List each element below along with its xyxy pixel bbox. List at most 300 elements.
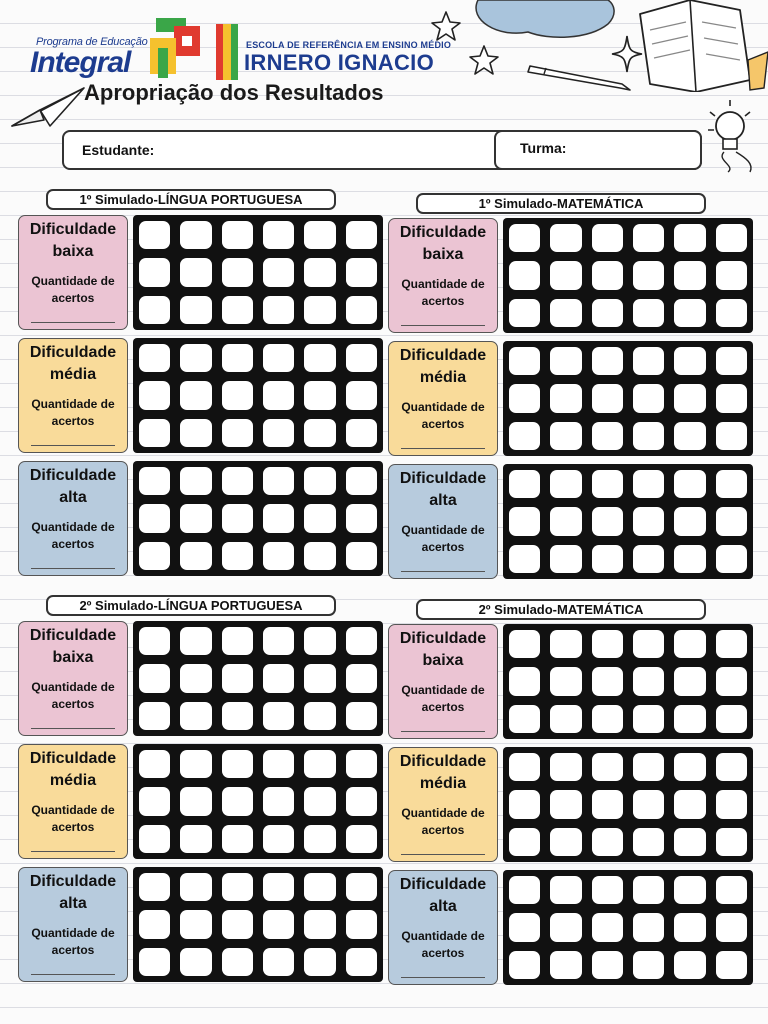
difficulty-level: média [419,775,467,792]
answer-grid [503,747,753,862]
answer-cell[interactable] [176,698,215,734]
answer-cell[interactable] [505,504,544,540]
quantity-answer-line[interactable] [401,977,485,978]
answer-grid [503,624,753,739]
answer-cell[interactable] [135,869,174,905]
answer-cell[interactable] [259,255,298,291]
answer-cell[interactable] [546,220,585,256]
answer-cell[interactable] [588,418,627,454]
quantity-label: Quantidade de [31,803,115,817]
quantity-answer-line[interactable] [401,731,485,732]
answer-cell[interactable] [135,463,174,499]
answer-cell[interactable] [670,504,709,540]
difficulty-level: alta [429,492,457,509]
answer-cell[interactable] [218,623,257,659]
answer-cell[interactable] [218,378,257,414]
answer-cell[interactable] [300,217,339,253]
answer-cell[interactable] [135,784,174,820]
answer-cell[interactable] [259,661,298,697]
answer-cell[interactable] [342,869,381,905]
answer-cell[interactable] [670,787,709,823]
answer-cell[interactable] [259,746,298,782]
quantity-label-2: acertos [421,294,465,308]
answer-cell[interactable] [259,698,298,734]
answer-cell[interactable] [588,749,627,785]
answer-cell[interactable] [300,292,339,328]
answer-cell[interactable] [135,698,174,734]
answer-cell[interactable] [712,824,751,860]
answer-cell[interactable] [218,784,257,820]
answer-cell[interactable] [588,872,627,908]
answer-cell[interactable] [670,824,709,860]
answer-cell[interactable] [300,907,339,943]
answer-cell[interactable] [300,415,339,451]
answer-cell[interactable] [135,340,174,376]
quantity-label: Quantidade de [401,523,485,537]
difficulty-title: Dificuldade [399,470,487,487]
answer-cell[interactable] [588,626,627,662]
answer-cell[interactable] [505,947,544,983]
answer-grid [133,744,383,859]
answer-cell[interactable] [712,258,751,294]
answer-cell[interactable] [342,255,381,291]
answer-cell[interactable] [629,947,668,983]
answer-cell[interactable] [135,907,174,943]
answer-cell[interactable] [670,258,709,294]
answer-cell[interactable] [300,378,339,414]
answer-cell[interactable] [259,463,298,499]
answer-cell[interactable] [546,258,585,294]
difficulty-level: média [49,366,97,383]
answer-cell[interactable] [505,381,544,417]
answer-cell[interactable] [259,623,298,659]
school-subtitle: ESCOLA DE REFERÊNCIA EM ENSINO MÉDIO [246,40,452,50]
answer-cell[interactable] [588,910,627,946]
difficulty-title: Dificuldade [29,873,117,890]
answer-cell[interactable] [342,661,381,697]
answer-grid [503,218,753,333]
quantity-label: Quantidade de [401,683,485,697]
answer-cell[interactable] [546,749,585,785]
quantity-label: Quantidade de [31,397,115,411]
answer-cell[interactable] [259,378,298,414]
quantity-label-2: acertos [51,697,95,711]
answer-cell[interactable] [505,541,544,577]
answer-cell[interactable] [176,255,215,291]
answer-cell[interactable] [670,295,709,331]
answer-cell[interactable] [670,466,709,502]
answer-cell[interactable] [670,418,709,454]
answer-cell[interactable] [218,746,257,782]
answer-cell[interactable] [218,415,257,451]
school-name: IRNERO IGNACIO [244,50,434,75]
answer-cell[interactable] [712,295,751,331]
answer-grid [503,341,753,456]
difficulty-level: média [49,772,97,789]
quantity-answer-line[interactable] [401,448,485,449]
answer-cell[interactable] [135,292,174,328]
answer-cell[interactable] [259,907,298,943]
answer-cell[interactable] [342,821,381,857]
answer-cell[interactable] [135,501,174,537]
answer-cell[interactable] [588,381,627,417]
answer-cell[interactable] [300,463,339,499]
answer-cell[interactable] [342,463,381,499]
answer-cell[interactable] [300,623,339,659]
answer-cell[interactable] [176,292,215,328]
answer-cell[interactable] [629,220,668,256]
answer-cell[interactable] [135,538,174,574]
answer-cell[interactable] [505,664,544,700]
answer-cell[interactable] [218,907,257,943]
answer-cell[interactable] [546,381,585,417]
answer-cell[interactable] [300,661,339,697]
answer-cell[interactable] [300,698,339,734]
answer-cell[interactable] [588,664,627,700]
answer-cell[interactable] [588,701,627,737]
answer-cell[interactable] [505,343,544,379]
answer-cell[interactable] [218,944,257,980]
answer-cell[interactable] [712,504,751,540]
answer-cell[interactable] [259,784,298,820]
answer-cell[interactable] [588,466,627,502]
answer-cell[interactable] [629,749,668,785]
answer-cell[interactable] [670,947,709,983]
answer-cell[interactable] [218,217,257,253]
cloud-icon [468,0,618,40]
answer-cell[interactable] [135,821,174,857]
answer-cell[interactable] [135,623,174,659]
answer-cell[interactable] [135,378,174,414]
quantity-answer-line[interactable] [401,325,485,326]
answer-cell[interactable] [135,255,174,291]
pen-icon [526,60,638,94]
sparkle-icon [610,34,644,74]
answer-cell[interactable] [505,418,544,454]
answer-cell[interactable] [670,541,709,577]
answer-cell[interactable] [712,541,751,577]
answer-cell[interactable] [629,824,668,860]
answer-cell[interactable] [218,661,257,697]
answer-cell[interactable] [176,944,215,980]
answer-cell[interactable] [588,541,627,577]
answer-grid [133,867,383,982]
answer-cell[interactable] [135,944,174,980]
answer-cell[interactable] [629,626,668,662]
answer-cell[interactable] [588,824,627,860]
answer-cell[interactable] [176,340,215,376]
answer-cell[interactable] [546,824,585,860]
answer-cell[interactable] [712,701,751,737]
answer-cell[interactable] [546,947,585,983]
difficulty-baixa-label [388,624,498,739]
answer-cell[interactable] [259,415,298,451]
difficulty-media-label [18,338,128,453]
quantity-label: Quantidade de [401,400,485,414]
answer-cell[interactable] [259,538,298,574]
answer-cell[interactable] [176,869,215,905]
quantity-answer-line[interactable] [401,571,485,572]
answer-cell[interactable] [629,343,668,379]
answer-cell[interactable] [135,217,174,253]
difficulty-baixa-label [18,621,128,736]
answer-cell[interactable] [712,872,751,908]
answer-cell[interactable] [712,664,751,700]
answer-cell[interactable] [218,698,257,734]
answer-cell[interactable] [342,217,381,253]
answer-cell[interactable] [505,466,544,502]
answer-cell[interactable] [712,381,751,417]
answer-cell[interactable] [712,749,751,785]
answer-cell[interactable] [629,381,668,417]
answer-cell[interactable] [259,217,298,253]
answer-cell[interactable] [712,466,751,502]
answer-cell[interactable] [546,910,585,946]
answer-cell[interactable] [176,415,215,451]
answer-cell[interactable] [546,295,585,331]
answer-cell[interactable] [629,787,668,823]
answer-cell[interactable] [176,463,215,499]
answer-cell[interactable] [218,292,257,328]
answer-cell[interactable] [629,664,668,700]
difficulty-media-label [388,747,498,862]
quantity-answer-line[interactable] [401,854,485,855]
quantity-label: Quantidade de [31,680,115,694]
quantity-label-2: acertos [51,291,95,305]
answer-cell[interactable] [629,258,668,294]
answer-cell[interactable] [176,378,215,414]
quantity-label-2: acertos [51,820,95,834]
quantity-answer-line[interactable] [31,445,115,446]
answer-cell[interactable] [505,872,544,908]
quantity-label: Quantidade de [401,806,485,820]
quantity-label: Quantidade de [31,274,115,288]
answer-cell[interactable] [588,787,627,823]
answer-cell[interactable] [670,220,709,256]
answer-cell[interactable] [588,295,627,331]
answer-cell[interactable] [259,944,298,980]
quantity-answer-line[interactable] [31,851,115,852]
answer-cell[interactable] [342,340,381,376]
answer-cell[interactable] [546,343,585,379]
star-icon [468,44,500,76]
quantity-label-2: acertos [421,823,465,837]
answer-cell[interactable] [588,504,627,540]
answer-cell[interactable] [588,947,627,983]
page-title: Apropriação dos Resultados [84,80,384,105]
answer-cell[interactable] [259,869,298,905]
answer-cell[interactable] [629,910,668,946]
answer-cell[interactable] [300,869,339,905]
answer-cell[interactable] [342,944,381,980]
quantity-label-2: acertos [421,540,465,554]
quantity-label-2: acertos [51,943,95,957]
answer-cell[interactable] [342,415,381,451]
book-icon [630,0,768,92]
section-title: 2º Simulado-MATEMÁTICA [416,599,706,620]
answer-cell[interactable] [218,255,257,291]
answer-cell[interactable] [300,255,339,291]
answer-cell[interactable] [342,538,381,574]
answer-cell[interactable] [505,258,544,294]
answer-cell[interactable] [670,343,709,379]
answer-cell[interactable] [546,541,585,577]
answer-cell[interactable] [342,378,381,414]
quantity-label: Quantidade de [401,277,485,291]
answer-cell[interactable] [588,258,627,294]
answer-cell[interactable] [300,538,339,574]
answer-cell[interactable] [176,217,215,253]
answer-cell[interactable] [588,343,627,379]
answer-cell[interactable] [176,538,215,574]
answer-cell[interactable] [712,910,751,946]
answer-cell[interactable] [629,295,668,331]
answer-cell[interactable] [135,415,174,451]
answer-cell[interactable] [300,944,339,980]
answer-grid [133,461,383,576]
answer-cell[interactable] [176,501,215,537]
answer-cell[interactable] [505,701,544,737]
answer-cell[interactable] [505,749,544,785]
answer-cell[interactable] [218,463,257,499]
answer-cell[interactable] [546,664,585,700]
answer-cell[interactable] [670,381,709,417]
answer-cell[interactable] [218,340,257,376]
section-title: 1º Simulado-LÍNGUA PORTUGUESA [46,189,336,210]
answer-cell[interactable] [176,623,215,659]
quantity-label-2: acertos [421,417,465,431]
difficulty-baixa-label [18,215,128,330]
difficulty-title: Dificuldade [399,753,487,770]
quantity-answer-line[interactable] [31,728,115,729]
answer-cell[interactable] [629,418,668,454]
answer-cell[interactable] [629,701,668,737]
answer-cell[interactable] [629,872,668,908]
difficulty-level: baixa [52,649,94,666]
answer-cell[interactable] [259,821,298,857]
quantity-answer-line[interactable] [31,974,115,975]
answer-cell[interactable] [505,824,544,860]
answer-cell[interactable] [176,821,215,857]
answer-cell[interactable] [505,626,544,662]
answer-cell[interactable] [629,466,668,502]
answer-cell[interactable] [629,504,668,540]
quantity-label: Quantidade de [401,929,485,943]
answer-cell[interactable] [670,664,709,700]
answer-cell[interactable] [259,340,298,376]
answer-cell[interactable] [218,501,257,537]
quantity-answer-line[interactable] [31,568,115,569]
answer-cell[interactable] [546,626,585,662]
quantity-label-2: acertos [51,537,95,551]
answer-cell[interactable] [342,784,381,820]
answer-cell[interactable] [505,295,544,331]
answer-cell[interactable] [176,746,215,782]
answer-cell[interactable] [670,910,709,946]
star-icon [430,10,462,42]
difficulty-title: Dificuldade [29,221,117,238]
answer-cell[interactable] [670,749,709,785]
answer-cell[interactable] [342,623,381,659]
answer-cell[interactable] [712,343,751,379]
answer-cell[interactable] [342,746,381,782]
difficulty-title: Dificuldade [29,467,117,484]
difficulty-title: Dificuldade [399,630,487,647]
answer-cell[interactable] [505,910,544,946]
answer-cell[interactable] [712,947,751,983]
answer-cell[interactable] [135,746,174,782]
answer-cell[interactable] [588,220,627,256]
difficulty-alta-label [388,870,498,985]
answer-cell[interactable] [546,701,585,737]
quantity-label-2: acertos [421,700,465,714]
difficulty-media-label [18,744,128,859]
difficulty-level: alta [429,898,457,915]
answer-cell[interactable] [176,907,215,943]
answer-cell[interactable] [546,504,585,540]
answer-cell[interactable] [629,541,668,577]
answer-cell[interactable] [546,466,585,502]
answer-cell[interactable] [342,907,381,943]
answer-cell[interactable] [176,661,215,697]
answer-cell[interactable] [300,746,339,782]
answer-cell[interactable] [670,872,709,908]
answer-cell[interactable] [712,626,751,662]
difficulty-title: Dificuldade [399,876,487,893]
quantity-answer-line[interactable] [31,322,115,323]
integral-logo-icon [146,18,204,80]
answer-cell[interactable] [712,787,751,823]
answer-cell[interactable] [300,821,339,857]
quantity-label-2: acertos [421,946,465,960]
answer-cell[interactable] [546,787,585,823]
answer-cell[interactable] [505,787,544,823]
answer-cell[interactable] [300,501,339,537]
answer-cell[interactable] [342,501,381,537]
answer-cell[interactable] [176,784,215,820]
answer-cell[interactable] [218,538,257,574]
difficulty-title: Dificuldade [399,347,487,364]
answer-cell[interactable] [342,698,381,734]
difficulty-title: Dificuldade [29,750,117,767]
answer-cell[interactable] [670,701,709,737]
answer-cell[interactable] [712,418,751,454]
answer-grid [503,464,753,579]
quantity-label: Quantidade de [31,926,115,940]
answer-grid [133,215,383,330]
answer-cell[interactable] [259,501,298,537]
answer-cell[interactable] [670,626,709,662]
answer-cell[interactable] [218,821,257,857]
answer-cell[interactable] [300,340,339,376]
difficulty-level: alta [59,895,87,912]
class-label: Turma: [520,140,567,156]
difficulty-title: Dificuldade [399,224,487,241]
answer-cell[interactable] [342,292,381,328]
answer-cell[interactable] [546,872,585,908]
lightbulb-icon [706,96,762,174]
student-label: Estudante: [82,142,155,158]
answer-cell[interactable] [218,869,257,905]
answer-cell[interactable] [546,418,585,454]
answer-cell[interactable] [300,784,339,820]
answer-cell[interactable] [135,661,174,697]
difficulty-media-label [388,341,498,456]
answer-cell[interactable] [712,220,751,256]
program-label: Programa de Educação [36,36,148,48]
answer-cell[interactable] [259,292,298,328]
answer-cell[interactable] [505,220,544,256]
